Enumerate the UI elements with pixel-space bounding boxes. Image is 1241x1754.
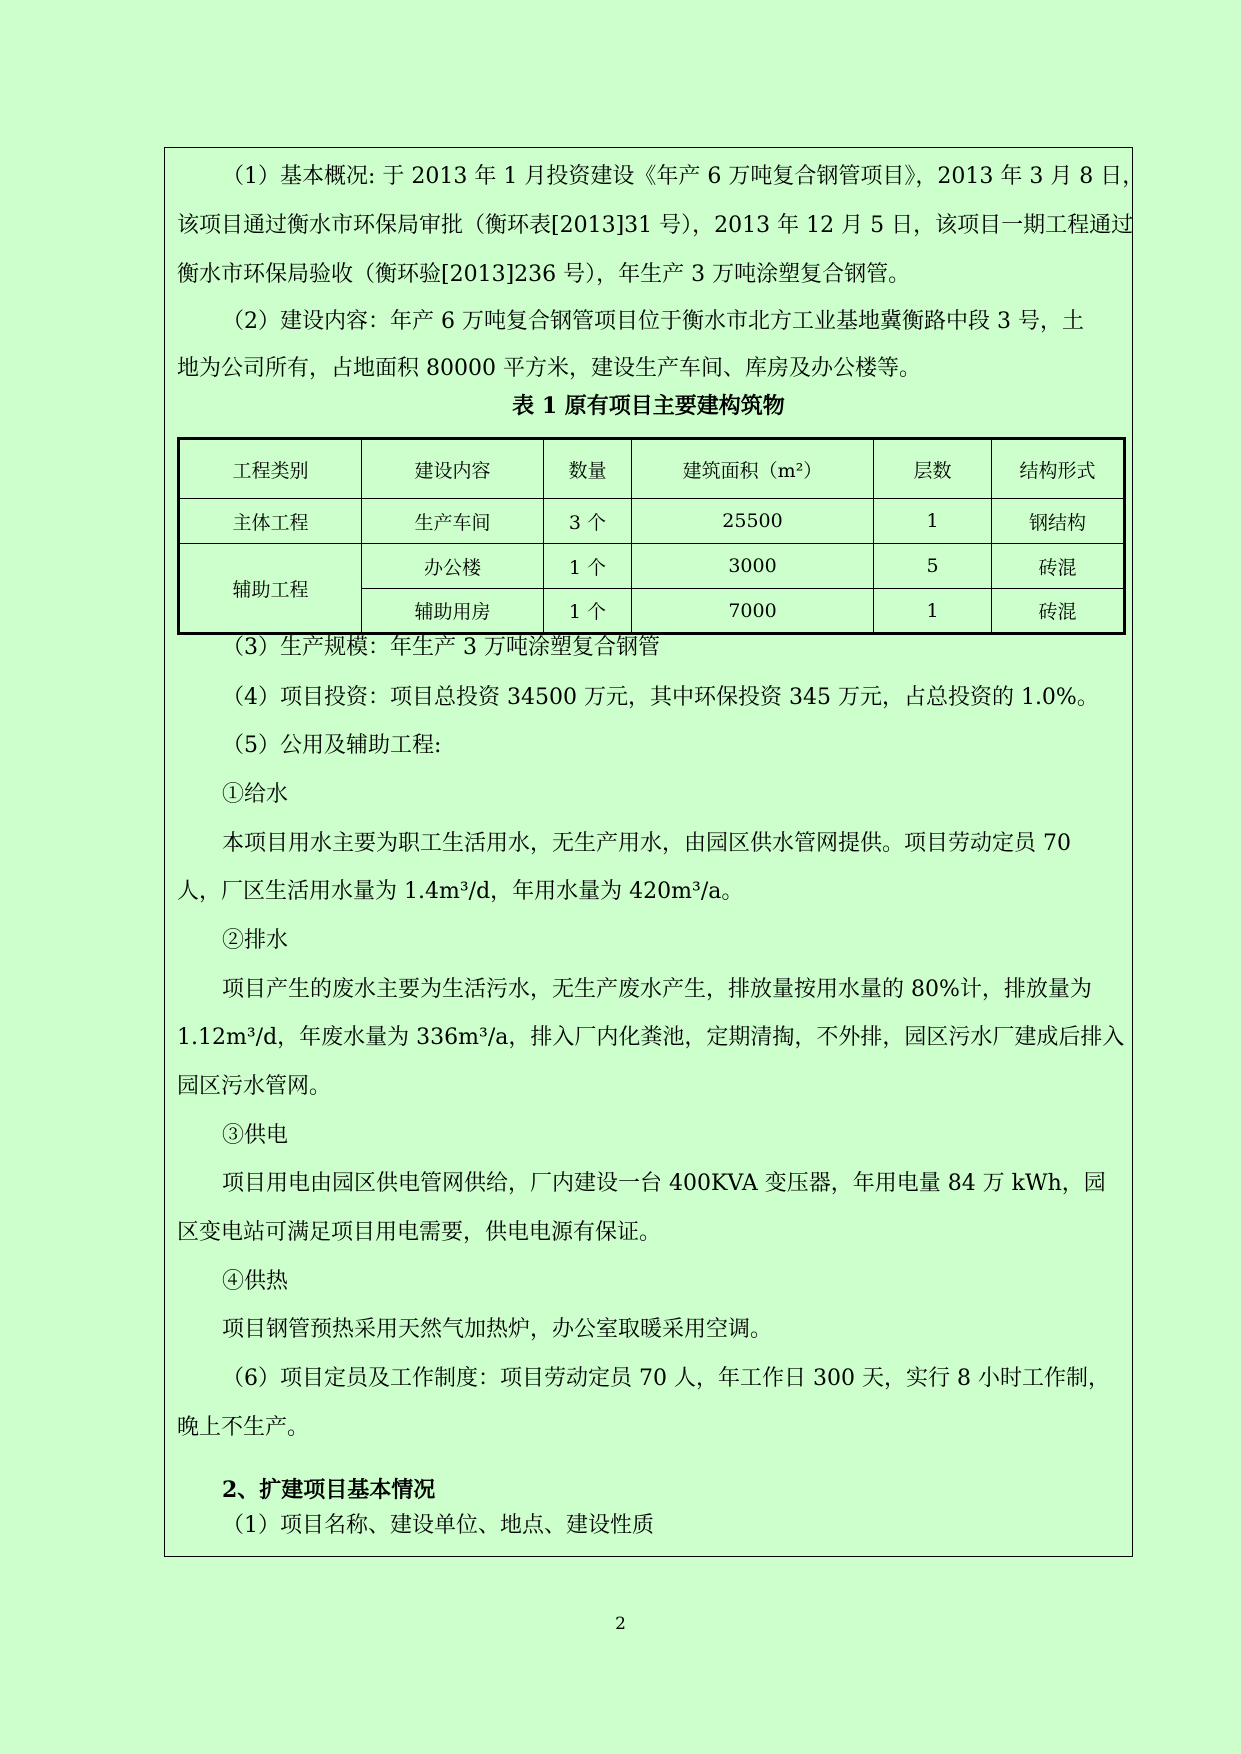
production-scale: （3）生产规模：年生产 3 万吨涂塑复合钢管 — [222, 635, 660, 660]
table-cell: 辅助用房 — [362, 589, 544, 634]
table-cell: 3000 — [632, 544, 874, 589]
build-content-line-1: （2）建设内容：年产 6 万吨复合钢管项目位于衡水市北方工业基地冀衡路中段 3 号，土 — [222, 309, 1084, 334]
expansion-item-1: （1）项目名称、建设单位、地点、建设性质 — [222, 1513, 654, 1538]
power-supply-line-2: 区变电站可满足项目用电需要，供电电源有保证。 — [177, 1220, 662, 1245]
table-cell: 生产车间 — [362, 499, 544, 544]
table-cell: 钢结构 — [992, 499, 1125, 544]
table-cell: 1 — [874, 499, 992, 544]
power-supply-heading: ③供电 — [222, 1123, 289, 1148]
water-supply-line-1: 本项目用水主要为职工生活用水，无生产用水，由园区供水管网提供。项目劳动定员 70 — [222, 831, 1071, 856]
water-supply-heading: ①给水 — [222, 782, 289, 807]
heating-line-1: 项目钢管预热采用天然气加热炉，办公室取暖采用空调。 — [222, 1317, 773, 1342]
basic-info-line-2: 该项目通过衡水市环保局审批（衡环表[2013]31 号），2013 年 12 月 5 日，该项目一期工程通过 — [177, 213, 1134, 238]
table-group-cell: 主体工程 — [179, 499, 362, 544]
table-header-row — [179, 439, 1125, 499]
table-header-cell: 工程类别 — [179, 439, 362, 499]
staffing-line-1: （6）项目定员及工作制度：项目劳动定员 70 人，年工作日 300 天，实行 8 小时工作制， — [222, 1366, 1110, 1391]
table-header-cell: 层数 — [874, 439, 992, 499]
table-cell: 砖混 — [992, 544, 1125, 589]
drainage-heading: ②排水 — [222, 928, 289, 953]
staffing-line-2: 晚上不生产。 — [177, 1415, 310, 1440]
basic-info-line-1: （1）基本概况: 于 2013 年 1 月投资建设《年产 6 万吨复合钢管项目》，2013 年 3 月 8 日， — [222, 164, 1145, 189]
water-supply-line-2: 人，厂区生活用水量为 1.4m³/d，年用水量为 420m³/a。 — [177, 879, 744, 904]
table-cell: 办公楼 — [362, 544, 544, 589]
drainage-line-2: 1.12m³/d，年废水量为 336m³/a，排入厂内化粪池，定期清掏，不外排，园区污水厂建成后排入 — [177, 1025, 1125, 1050]
table-cell: 3 个 — [544, 499, 632, 544]
table-cell: 25500 — [632, 499, 874, 544]
build-content-line-2: 地为公司所有，占地面积 80000 平方米，建设生产车间、库房及办公楼等。 — [177, 356, 921, 381]
power-supply-line-1: 项目用电由园区供电管网供给，厂内建设一台 400KVA 变压器，年用电量 84 万 kWh，园 — [222, 1171, 1106, 1196]
table-group-cell: 辅助工程 — [179, 544, 362, 634]
buildings-table — [177, 437, 1126, 635]
drainage-line-1: 项目产生的废水主要为生活污水，无生产废水产生，排放量按用水量的 80%计，排放量为 — [222, 977, 1092, 1002]
page-number: 2 — [615, 1614, 626, 1634]
table-row — [179, 499, 1125, 544]
table-cell: 1 个 — [544, 544, 632, 589]
basic-info-line-3: 衡水市环保局验收（衡环验[2013]236 号），年生产 3 万吨涂塑复合钢管。 — [177, 262, 911, 287]
table-header-cell: 数量 — [544, 439, 632, 499]
project-investment: （4）项目投资：项目总投资 34500 万元，其中环保投资 345 万元，占总投资的 1.0%。 — [222, 685, 1099, 710]
table-cell: 1 个 — [544, 589, 632, 634]
table-cell: 1 — [874, 589, 992, 634]
table-cell: 砖混 — [992, 589, 1125, 634]
table-row — [179, 544, 1125, 589]
table-cell: 7000 — [632, 589, 874, 634]
table-header-cell: 结构形式 — [992, 439, 1125, 499]
heating-heading: ④供热 — [222, 1269, 289, 1294]
table-caption: 表 1 原有项目主要建构筑物 — [512, 393, 785, 419]
expansion-section-heading: 2、扩建项目基本情况 — [222, 1477, 436, 1503]
table-header-cell: 建筑面积（m²） — [632, 439, 874, 499]
utilities-heading: （5）公用及辅助工程: — [222, 733, 442, 758]
drainage-line-3: 园区污水管网。 — [177, 1074, 332, 1099]
table-cell: 5 — [874, 544, 992, 589]
table-header-cell: 建设内容 — [362, 439, 544, 499]
